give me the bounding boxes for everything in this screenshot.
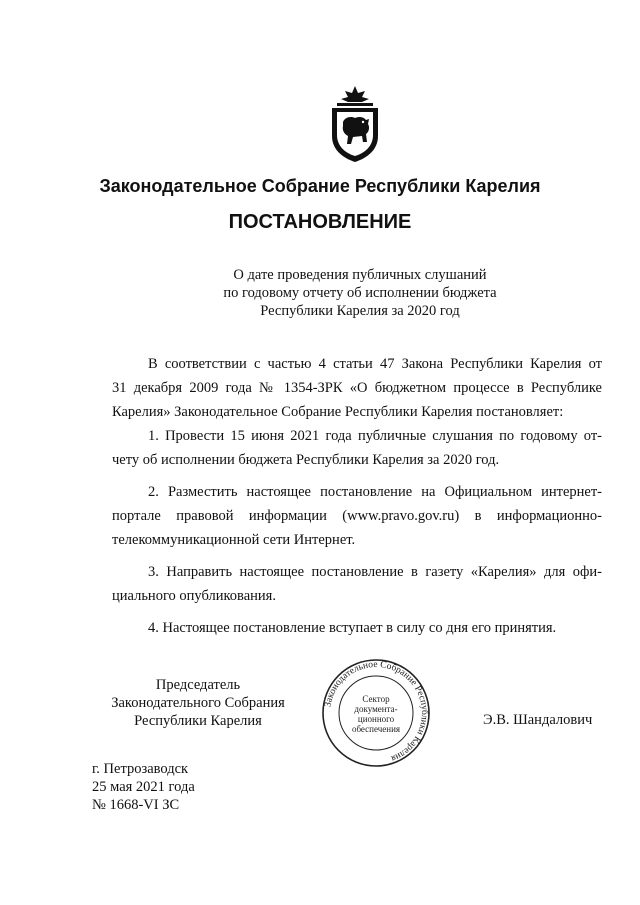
karelia-coat-of-arms-icon bbox=[329, 86, 381, 162]
footer-number: № 1668-VI ЗС bbox=[92, 797, 180, 813]
subject-line: О дате проведения публичных слушаний bbox=[233, 267, 487, 283]
document-body bbox=[112, 352, 602, 640]
document-type-title: ПОСТАНОВЛЕНИЕ bbox=[228, 211, 412, 233]
preamble-line: Карелия» Законодательное Собрание Республики Карелия постановляет: bbox=[112, 404, 564, 420]
item-2-line: 2. Разместить настоящее постановление на Официальном интернет- bbox=[148, 484, 602, 500]
preamble-line: 31 декабря 2009 года № 1354-ЗРК «О бюджетном процессе в Республике bbox=[112, 380, 602, 396]
document-subject bbox=[150, 266, 570, 320]
official-stamp bbox=[314, 658, 438, 768]
stamp-ring-text: Законодательное Собрание Республики Карелия bbox=[323, 659, 430, 764]
stamp-center-line: обеспечения bbox=[351, 724, 401, 734]
stamp-center-line: Сектор bbox=[362, 694, 390, 704]
signatory-position bbox=[100, 676, 296, 730]
item-4-line: 4. Настоящее постановление вступает в силу со дня его принятия. bbox=[148, 620, 557, 636]
preamble-line: В соответствии с частью 4 статьи 47 Закона Республики Карелия от bbox=[148, 356, 602, 372]
footer-date: 25 мая 2021 года bbox=[92, 779, 195, 795]
signer-name: Э.В. Шандалович bbox=[483, 712, 593, 728]
item-1-line: 1. Провести 15 июня 2021 года публичные слушания по годовому от- bbox=[148, 428, 602, 444]
position-line: Республики Карелия bbox=[134, 713, 262, 729]
item-3-line: циального опубликования. bbox=[112, 588, 276, 604]
item-3-line: 3. Направить настоящее постановление в газету «Карелия» для офи- bbox=[148, 564, 602, 580]
item-2-line: портале правовой информации (www.pravo.gov.ru) в информационно- bbox=[112, 508, 602, 524]
stamp-center-line: ционного bbox=[357, 714, 395, 724]
item-2-line: телекоммуникационной сети Интернет. bbox=[112, 532, 356, 548]
stamp-center-line: документа- bbox=[354, 704, 398, 714]
item-1-line: чету об исполнении бюджета Республики Карелия за 2020 год. bbox=[112, 452, 500, 468]
document-footer bbox=[92, 760, 195, 814]
footer-city: г. Петрозаводск bbox=[92, 761, 189, 777]
organization-name: Законодательное Собрание Республики Карелия bbox=[99, 176, 541, 196]
subject-line: Республики Карелия за 2020 год bbox=[260, 303, 460, 319]
position-line: Законодательного Собрания bbox=[111, 695, 285, 711]
position-line: Председатель bbox=[155, 677, 241, 693]
subject-line: по годовому отчету об исполнении бюджета bbox=[223, 285, 497, 301]
